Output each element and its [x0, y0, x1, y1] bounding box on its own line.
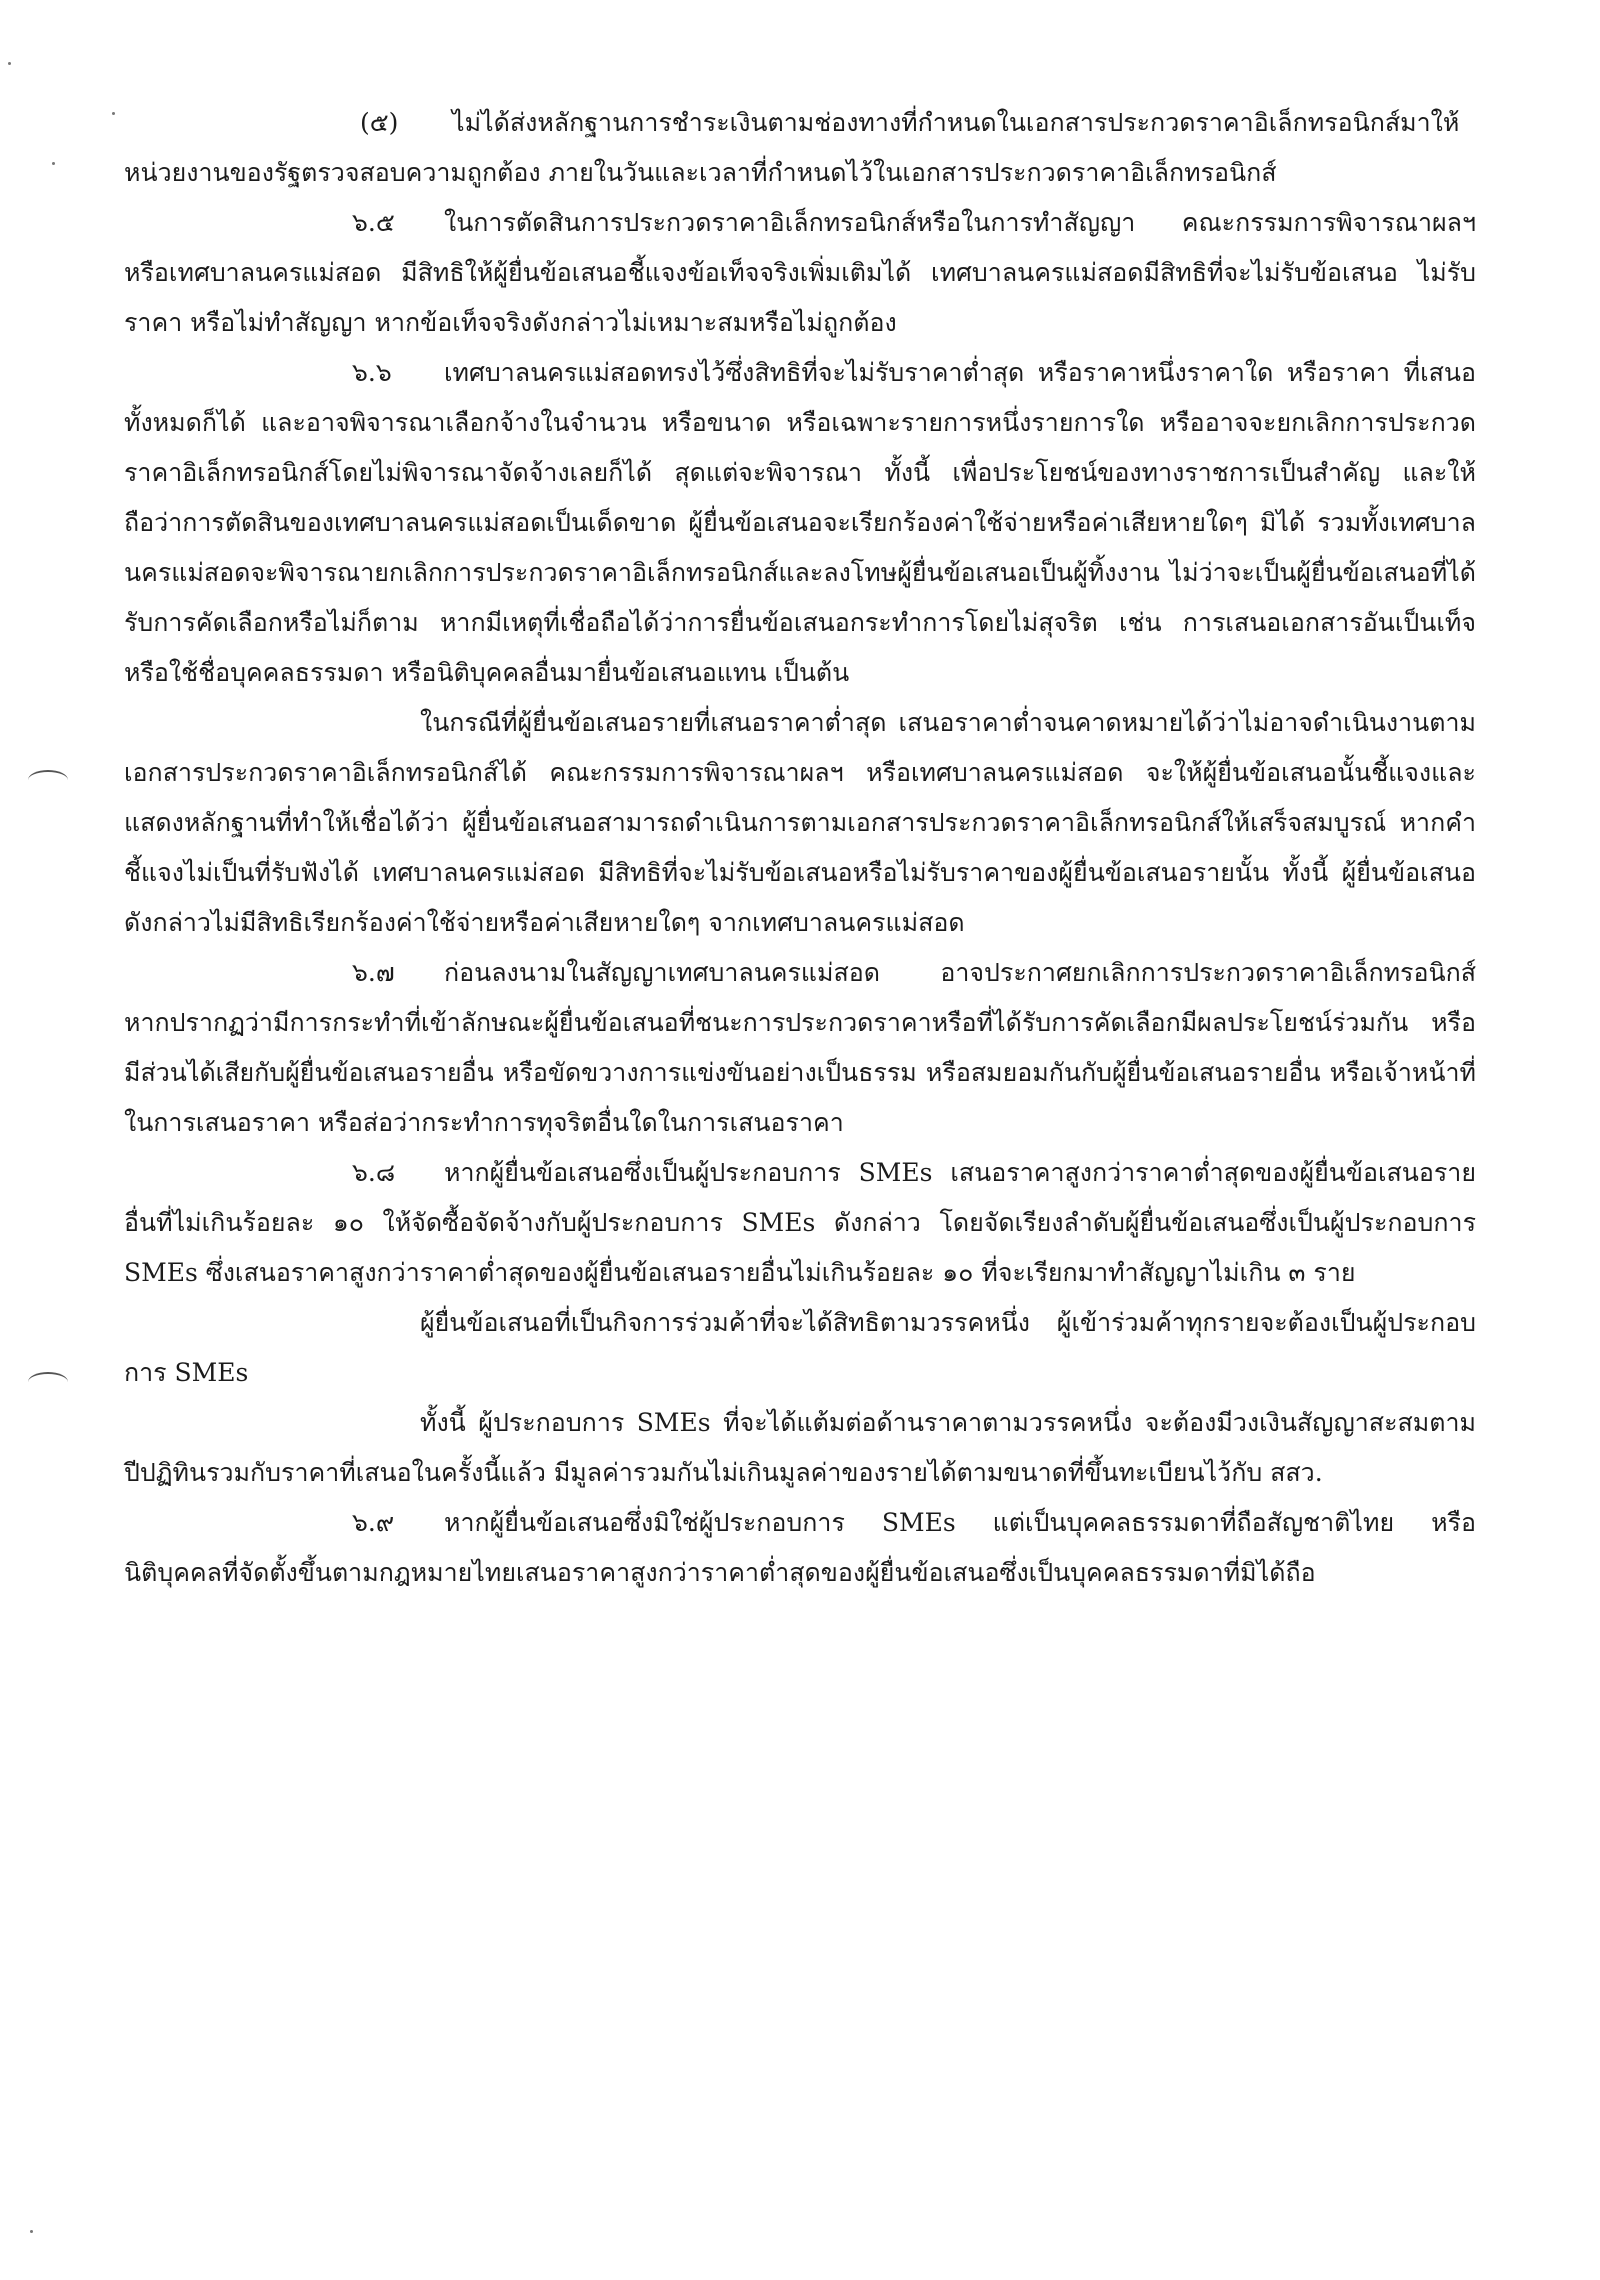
scan-speck: [8, 62, 11, 65]
paragraph-text: ผู้ยื่นข้อเสนอที่เป็นกิจการร่วมค้าที่จะได้สิทธิตามวรรคหนึ่ง ผู้เข้าร่วมค้าทุกรายจะต้องเป็นผู้ประกอบการ SMEs: [124, 1308, 1476, 1387]
scan-speck: [52, 162, 55, 165]
paragraph-text: ในกรณีที่ผู้ยื่นข้อเสนอรายที่เสนอราคาต่ำสุด เสนอราคาต่ำจนคาดหมายได้ว่าไม่อาจดำเนินงานตามเอกสารประกวดราคาอิเล็กทรอนิกส์ได้ คณะกรรมการพิจารณาผลฯ หรือเทศบาลนครแม่สอด จะให้ผู้ยื่นข้อเสนอนั้นชี้แจงและแสดงหลักฐานที่ทำให้เชื่อได้ว่า ผู้ยื่นข้อเสนอสามารถดำเนินการตามเอกสารประกวดราคาอิเล็กทรอนิกส์ให้เสร็จสมบูรณ์ หากคำชี้แจงไม่เป็นที่รับฟังได้ เทศบาลนครแม่สอด มีสิทธิที่จะไม่รับข้อเสนอหรือไม่รับราคาของผู้ยื่นข้อเสนอรายนั้น ทั้งนี้ ผู้ยื่นข้อเสนอดังกล่าวไม่มีสิทธิเรียกร้องค่าใช้จ่ายหรือค่าเสียหายใดๆ จากเทศบาลนครแม่สอด: [124, 708, 1476, 937]
paragraph-clause-6-5: [124, 198, 1476, 348]
hole-punch-mark: [28, 770, 68, 790]
paragraph-text: ทั้งนี้ ผู้ประกอบการ SMEs ที่จะได้แต้มต่อด้านราคาตามวรรคหนึ่ง จะต้องมีวงเงินสัญญาสะสมตามปีปฏิทินรวมกับราคาที่เสนอในครั้งนี้แล้ว มีมูลค่ารวมกันไม่เกินมูลค่าของรายได้ตามขนาดที่ขึ้นทะเบียนไว้กับ สสว.: [124, 1408, 1476, 1487]
paragraph-clause-6-9: [124, 1498, 1476, 1598]
paragraph-clause-6-7: [124, 948, 1476, 1148]
paragraph-sme-condition: [124, 1398, 1476, 1498]
paragraph-clause-6-8: [124, 1148, 1476, 1298]
paragraph-number: ๖.๘: [352, 1158, 396, 1187]
paragraph-text: หากผู้ยื่นข้อเสนอซึ่งเป็นผู้ประกอบการ SMEs เสนอราคาสูงกว่าราคาต่ำสุดของผู้ยื่นข้อเสนอรายอื่นที่ไม่เกินร้อยละ ๑๐ ให้จัดซื้อจัดจ้างกับผู้ประกอบการ SMEs ดังกล่าว โดยจัดเรียงลำดับผู้ยื่นข้อเสนอซึ่งเป็นผู้ประกอบการ SMEs ซึ่งเสนอราคาสูงกว่าราคาต่ำสุดของผู้ยื่นข้อเสนอรายอื่นไม่เกินร้อยละ ๑๐ ที่จะเรียกมาทำสัญญาไม่เกิน ๓ ราย: [124, 1158, 1476, 1287]
paragraph-item-5: [124, 98, 1476, 198]
paragraph-clause-6-6: [124, 348, 1476, 698]
paragraph-number: ๖.๕: [352, 208, 395, 237]
scan-speck: [112, 112, 115, 115]
paragraph-number: ๖.๗: [352, 958, 395, 987]
paragraph-text: เทศบาลนครแม่สอดทรงไว้ซึ่งสิทธิที่จะไม่รับราคาต่ำสุด หรือราคาหนึ่งราคาใด หรือราคา ที่เสนอทั้งหมดก็ได้ และอาจพิจารณาเลือกจ้างในจำนวน หรือขนาด หรือเฉพาะรายการหนึ่งรายการใด หรืออาจจะยกเลิกการประกวดราคาอิเล็กทรอนิกส์โดยไม่พิจารณาจัดจ้างเลยก็ได้ สุดแต่จะพิจารณา ทั้งนี้ เพื่อประโยชน์ของทางราชการเป็นสำคัญ และให้ถือว่าการตัดสินของเทศบาลนครแม่สอดเป็นเด็ดขาด ผู้ยื่นข้อเสนอจะเรียกร้องค่าใช้จ่ายหรือค่าเสียหายใดๆ มิได้ รวมทั้งเทศบาลนครแม่สอดจะพิจารณายกเลิกการประกวดราคาอิเล็กทรอนิกส์และลงโทษผู้ยื่นข้อเสนอเป็นผู้ทิ้งงาน ไม่ว่าจะเป็นผู้ยื่นข้อเสนอที่ได้รับการคัดเลือกหรือไม่ก็ตาม หากมีเหตุที่เชื่อถือได้ว่าการยื่นข้อเสนอกระทำการโดยไม่สุจริต เช่น การเสนอเอกสารอันเป็นเท็จ หรือใช้ชื่อบุคคลธรรมดา หรือนิติบุคคลอื่นมายื่นข้อเสนอแทน เป็นต้น: [124, 358, 1476, 687]
document-body: [124, 98, 1476, 1598]
scan-speck: [30, 2230, 33, 2233]
paragraph-lowest-bid: [124, 698, 1476, 948]
paragraph-text: ไม่ได้ส่งหลักฐานการชำระเงินตามช่องทางที่กำหนดในเอกสารประกวดราคาอิเล็กทรอนิกส์มาให้หน่วยงานของรัฐตรวจสอบความถูกต้อง ภายในวันและเวลาที่กำหนดไว้ในเอกสารประกวดราคาอิเล็กทรอนิกส์: [124, 108, 1460, 187]
paragraph-text: ในการตัดสินการประกวดราคาอิเล็กทรอนิกส์หรือในการทำสัญญา คณะกรรมการพิจารณาผลฯ หรือเทศบาลนครแม่สอด มีสิทธิให้ผู้ยื่นข้อเสนอชี้แจงข้อเท็จจริงเพิ่มเติมได้ เทศบาลนครแม่สอดมีสิทธิที่จะไม่รับข้อเสนอ ไม่รับราคา หรือไม่ทำสัญญา หากข้อเท็จจริงดังกล่าวไม่เหมาะสมหรือไม่ถูกต้อง: [124, 208, 1476, 337]
paragraph-text: ก่อนลงนามในสัญญาเทศบาลนครแม่สอด อาจประกาศยกเลิกการประกวดราคาอิเล็กทรอนิกส์ หากปรากฏว่ามีการกระทำที่เข้าลักษณะผู้ยื่นข้อเสนอที่ชนะการประกวดราคาหรือที่ได้รับการคัดเลือกมีผลประโยชน์ร่วมกัน หรือมีส่วนได้เสียกับผู้ยื่นข้อเสนอรายอื่น หรือขัดขวางการแข่งขันอย่างเป็นธรรม หรือสมยอมกันกับผู้ยื่นข้อเสนอรายอื่น หรือเจ้าหน้าที่ในการเสนอราคา หรือส่อว่ากระทำการทุจริตอื่นใดในการเสนอราคา: [124, 958, 1476, 1137]
paragraph-number: ๖.๖: [352, 358, 392, 387]
paragraph-number: ๖.๙: [352, 1508, 395, 1537]
paragraph-text: หากผู้ยื่นข้อเสนอซึ่งมิใช่ผู้ประกอบการ SMEs แต่เป็นบุคคลธรรมดาที่ถือสัญชาติไทย หรือนิติบุคคลที่จัดตั้งขึ้นตามกฎหมายไทยเสนอราคาสูงกว่าราคาต่ำสุดของผู้ยื่นข้อเสนอซึ่งเป็นบุคคลธรรมดาที่มิได้ถือ: [124, 1508, 1476, 1587]
paragraph-joint-venture: [124, 1298, 1476, 1398]
paragraph-number: (๕): [360, 108, 399, 137]
hole-punch-mark: [28, 1372, 68, 1392]
